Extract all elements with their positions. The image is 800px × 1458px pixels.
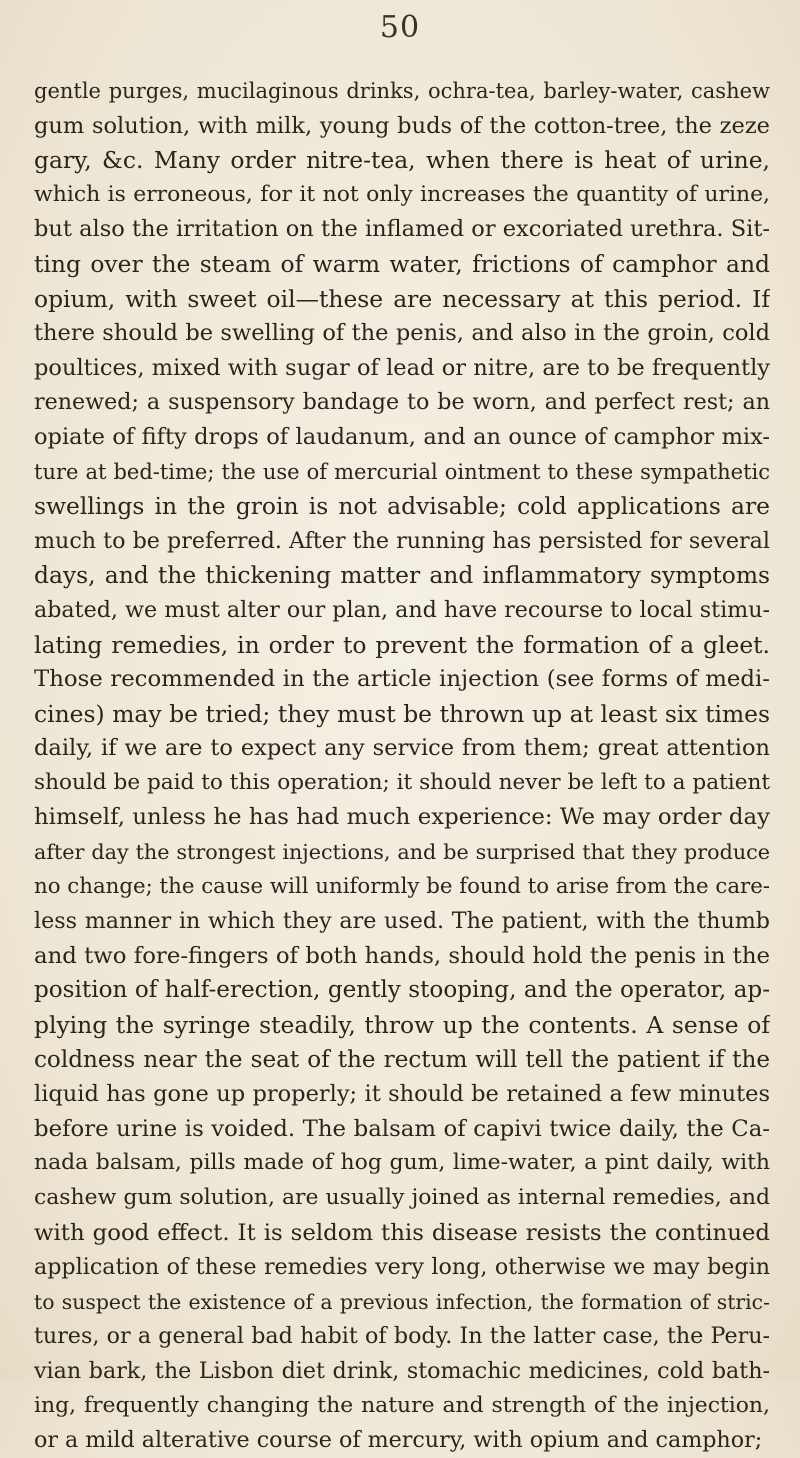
text-line: lating remedies, in order to prevent the formation of a gleet. bbox=[34, 630, 770, 659]
text-line: ting over the steam of warm water, frictions of camphor and bbox=[34, 249, 770, 278]
text-line: nada balsam, pills made of hog gum, lime-water, a pint daily, with bbox=[34, 1150, 770, 1176]
text-line: position of half-erection, gently stooping, and the operator, ap- bbox=[34, 977, 770, 1004]
text-line: ing, frequently changing the nature and strength of the injection, bbox=[34, 1392, 770, 1418]
text-line: much to be preferred. After the running has persisted for several bbox=[34, 527, 770, 554]
text-line: abated, we must alter our plan, and have recourse to local stimu- bbox=[34, 596, 770, 623]
text-line: with good effect. It is seldom this disease resists the continued bbox=[34, 1219, 770, 1246]
text-line: coldness near the seat of the rectum will tell the patient if the bbox=[34, 1046, 770, 1073]
text-line: gum solution, with milk, young buds of the cotton-tree, the zeze bbox=[34, 112, 770, 139]
text-line: no change; the cause will uniformly be found to arise from the care- bbox=[34, 873, 770, 899]
text-line: before urine is voided. The balsam of capivi twice daily, the Ca- bbox=[34, 1115, 770, 1142]
text-line: himself, unless he has had much experience: We may order day bbox=[34, 804, 770, 831]
text-line: gary, &c. Many order nitre-tea, when there is heat of urine, bbox=[34, 146, 770, 175]
text-line: cines) may be tried; they must be thrown up at least six times bbox=[34, 699, 770, 728]
text-line: should be paid to this operation; it should never be left to a patient bbox=[34, 769, 770, 795]
text-line: but also the irritation on the inflamed or excoriated urethra. Sit- bbox=[34, 216, 770, 243]
text-line: and two fore-fingers of both hands, should hold the penis in the bbox=[34, 942, 770, 969]
text-line: ture at bed-time; the use of mercurial ointment to these sympathetic bbox=[34, 459, 770, 484]
text-line: which is erroneous, for it not only increases the quantity of urine, bbox=[34, 181, 770, 207]
body-text bbox=[34, 74, 770, 1458]
text-line: there should be swelling of the penis, and also in the groin, cold bbox=[34, 320, 770, 347]
text-line: daily, if we are to expect any service from them; great attention bbox=[34, 735, 770, 762]
text-line: renewed; a suspensory bandage to be worn, and perfect rest; an bbox=[34, 389, 770, 416]
text-line: Those recommended in the article injection (see forms of medi- bbox=[34, 666, 770, 693]
text-line: opiate of fifty drops of laudanum, and an ounce of camphor mix- bbox=[34, 423, 770, 450]
text-line: gentle purges, mucilaginous drinks, ochra-tea, barley-water, cashew bbox=[34, 79, 770, 103]
text-line: or a mild alterative course of mercury, with opium and camphor; bbox=[34, 1427, 763, 1454]
text-line: opium, with sweet oil—these are necessary at this period. If bbox=[34, 284, 770, 313]
text-line: swellings in the groin is not advisable; cold applications are bbox=[34, 492, 770, 521]
text-line: plying the syringe steadily, throw up the contents. A sense of bbox=[34, 1011, 770, 1040]
text-line: days, and the thickening matter and inflammatory symptoms bbox=[34, 561, 770, 590]
text-line: vian bark, the Lisbon diet drink, stomachic medicines, cold bath- bbox=[34, 1357, 770, 1384]
text-line: liquid has gone up properly; it should be retained a few minutes bbox=[34, 1081, 770, 1108]
text-line: to suspect the existence of a previous infection, the formation of stric- bbox=[34, 1289, 770, 1314]
text-line: cashew gum solution, are usually joined as internal remedies, and bbox=[34, 1185, 770, 1210]
text-line: poultices, mixed with sugar of lead or nitre, are to be frequently bbox=[34, 354, 770, 381]
page-number: 50 bbox=[379, 10, 421, 45]
text-line: less manner in which they are used. The patient, with the thumb bbox=[34, 908, 770, 935]
text-line: tures, or a general bad habit of body. In the latter case, the Peru- bbox=[34, 1323, 770, 1350]
text-line: after day the strongest injections, and be surprised that they produce bbox=[34, 840, 770, 865]
text-line: application of these remedies very long, otherwise we may begin bbox=[34, 1254, 770, 1281]
